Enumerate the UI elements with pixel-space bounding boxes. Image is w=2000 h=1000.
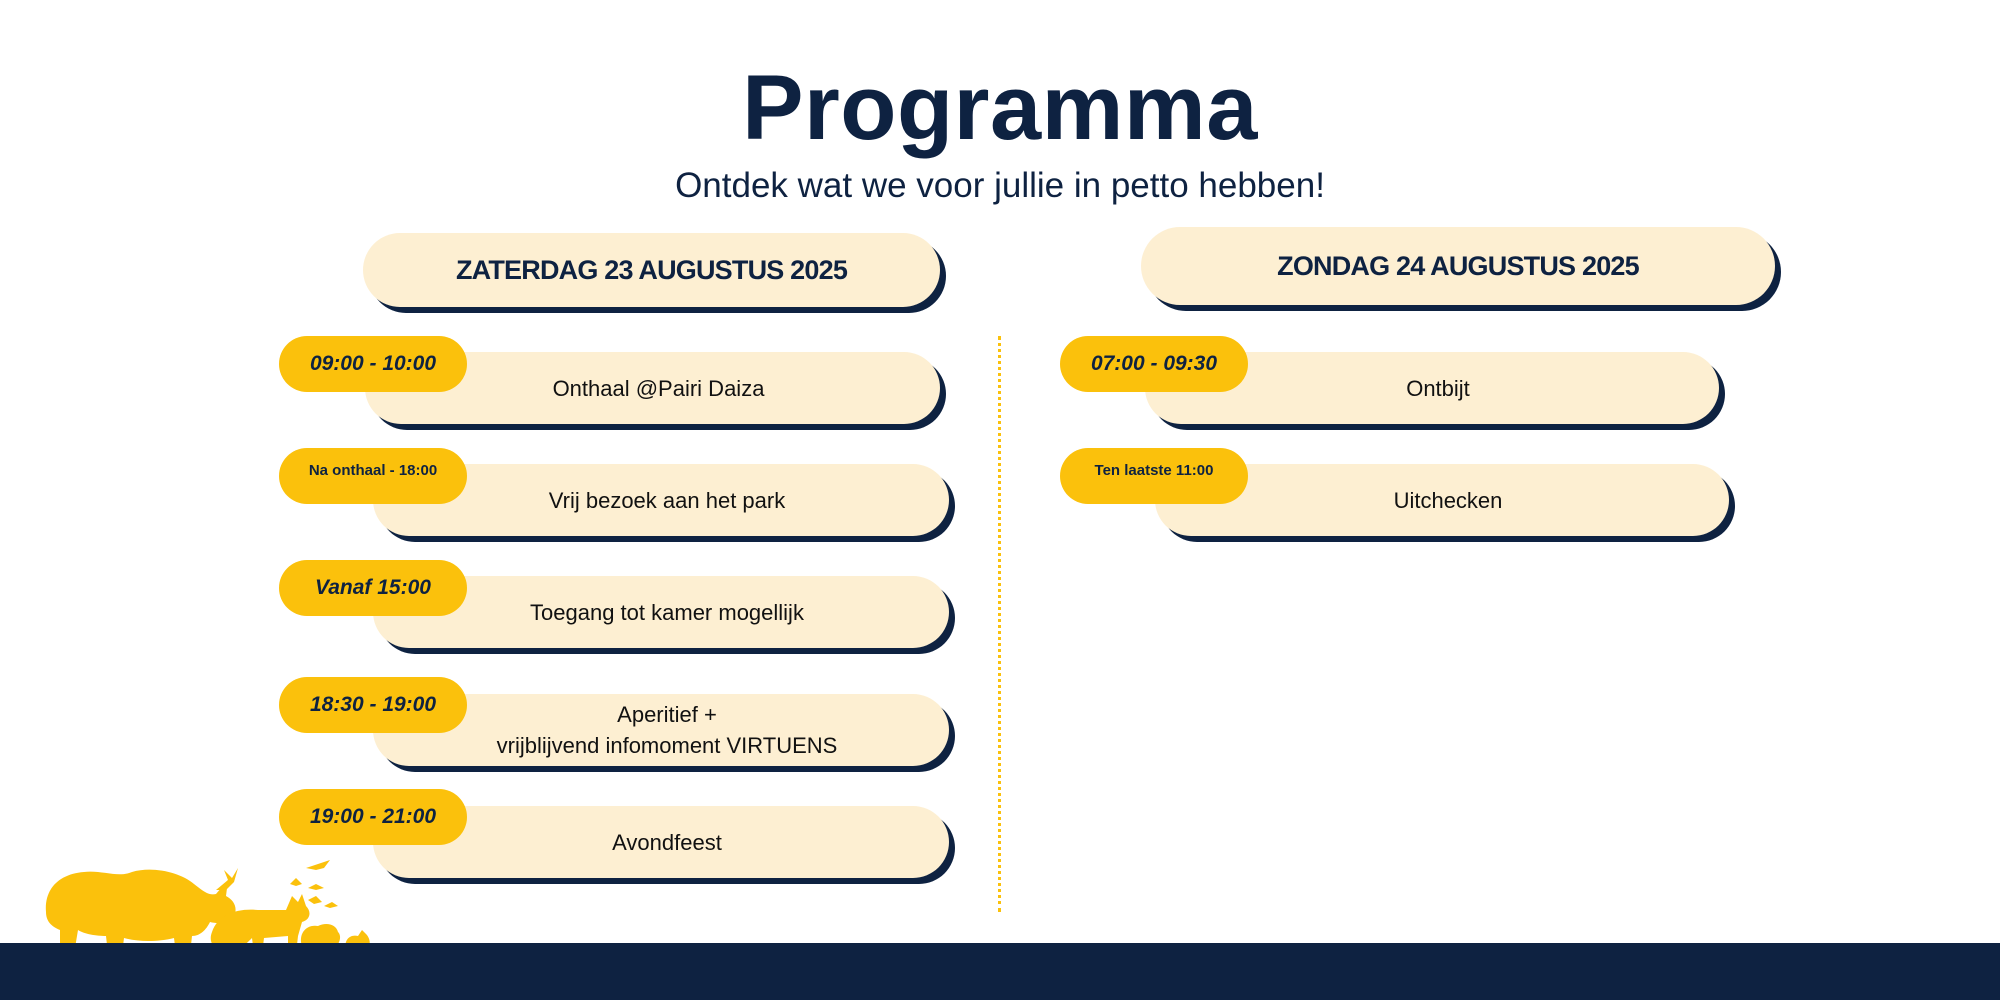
activity-line-2: vrijblijvend infomoment VIRTUENS: [496, 733, 838, 758]
schedule-item-time: Na onthaal - 18:00: [279, 448, 467, 504]
activity-label: Avondfeest: [612, 829, 722, 855]
column-divider: [998, 336, 1001, 912]
activity-label: Ontbijt: [1406, 375, 1470, 401]
page-subtitle: Ontdek wat we voor jullie in petto hebben!: [675, 166, 1325, 205]
activity-label: Onthaal @Pairi Daiza: [552, 375, 765, 401]
day-header-sunday: ZONDAG 24 AUGUSTUS 2025: [1141, 227, 1775, 305]
activity-label: Uitchecken: [1393, 487, 1503, 513]
schedule-item-time: Ten laatste 11:00: [1060, 448, 1248, 504]
day-header-saturday: ZATERDAG 23 AUGUSTUS 2025: [363, 233, 940, 307]
activity-label: [485, 699, 838, 761]
schedule-item-time: 07:00 - 09:30: [1060, 336, 1248, 392]
footer-bar: [0, 943, 2000, 1000]
schedule-item-time: Vanaf 15:00: [279, 560, 467, 616]
schedule-item-time: 18:30 - 19:00: [279, 677, 467, 733]
schedule-item-time: 19:00 - 21:00: [279, 789, 467, 845]
schedule-item-time: 09:00 - 10:00: [279, 336, 467, 392]
activity-label: Vrij bezoek aan het park: [548, 487, 786, 513]
activity-label: Toegang tot kamer mogellijk: [530, 599, 804, 625]
page-title: Programma: [742, 57, 1258, 159]
activity-line-1: Aperitief +: [617, 702, 717, 727]
